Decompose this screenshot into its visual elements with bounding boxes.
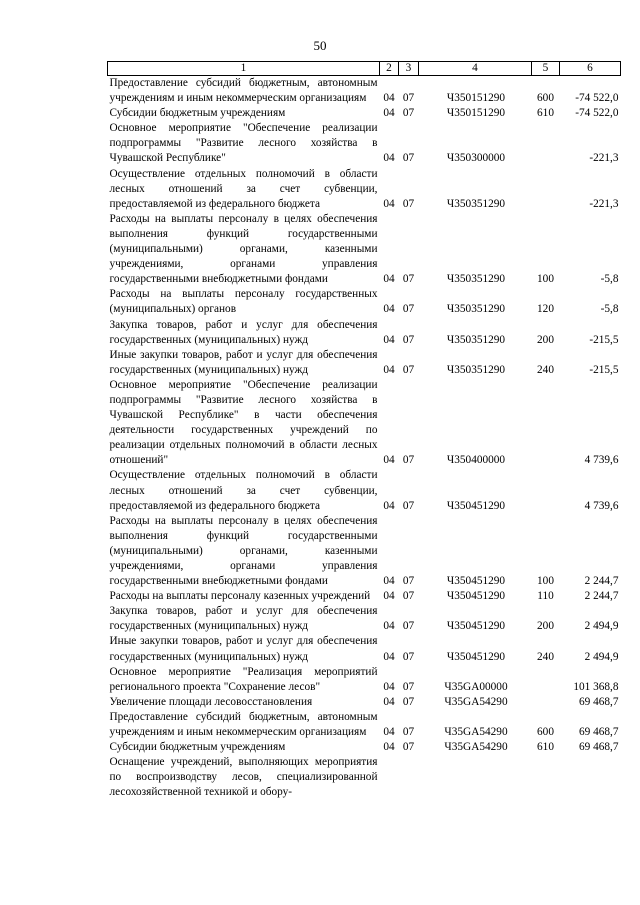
- row-section: 04: [383, 680, 395, 693]
- header-cell-1: 1: [108, 62, 380, 76]
- row-name: Осуществление отдельных полномочий в области лесных отношений за счет субвенции, предоставляемой из федерального бюджета: [109, 167, 378, 210]
- row-section: 04: [383, 499, 395, 512]
- row-target-article: Ч35GA54290: [444, 695, 508, 708]
- row-amount: 2 244,7: [584, 575, 619, 588]
- row-target-article: Ч350451290: [446, 620, 506, 633]
- row-name: Субсидии бюджетным учреждениям: [109, 107, 286, 120]
- row-target-article: Ч350451290: [446, 590, 506, 603]
- row-name: Расходы на выплаты персоналу в целях обеспечения выполнения функций государственными (муниципальными) органами, казенными учреждениями, органами управления государственными внебюджетными фондами: [109, 212, 378, 286]
- row-amount: -74 522,0: [575, 92, 619, 105]
- table-row: [108, 348, 621, 378]
- row-subsection: 07: [402, 454, 415, 467]
- row-target-article: Ч350151290: [446, 92, 506, 105]
- row-target-article: Ч350300000: [446, 152, 506, 165]
- row-subsection: 07: [402, 575, 415, 588]
- table-row: [108, 106, 621, 121]
- row-subsection: 07: [402, 273, 415, 286]
- row-target-article: Ч350451290: [446, 575, 506, 588]
- table-row: [108, 212, 621, 287]
- row-expense-type: [532, 695, 560, 710]
- row-target-article: Ч350351290: [446, 363, 506, 376]
- row-expense-type: 100: [537, 575, 554, 588]
- row-target-article: Ч350451290: [446, 650, 506, 663]
- row-expense-type: 240: [537, 363, 554, 376]
- row-target-article: Ч35GA00000: [444, 680, 508, 693]
- budget-table: [107, 61, 621, 801]
- row-target-article: Ч350151290: [446, 107, 506, 120]
- row-subsection: 07: [402, 726, 415, 739]
- table-row: [108, 634, 621, 664]
- row-target-article: Ч350451290: [446, 499, 506, 512]
- row-name: Расходы на выплаты персоналу в целях обеспечения выполнения функций государственными (муниципальными) органами, казенными учреждениями, органами управления государственными внебюджетными фондами: [109, 514, 378, 588]
- header-cell-4: 4: [419, 62, 532, 76]
- row-name: Иные закупки товаров, работ и услуг для обеспечения государственных (муниципальных) нужд: [109, 635, 378, 663]
- row-expense-type: 100: [537, 273, 554, 286]
- row-amount: -221,3: [589, 197, 619, 210]
- row-section: 04: [383, 92, 395, 105]
- row-name: Субсидии бюджетным учреждениям: [109, 741, 286, 754]
- row-expense-type: [532, 167, 560, 212]
- row-subsection: 07: [402, 303, 415, 316]
- row-section: 04: [383, 575, 395, 588]
- row-target-article: [419, 755, 532, 800]
- row-section: 04: [383, 303, 395, 316]
- row-section: 04: [383, 152, 395, 165]
- row-amount: -5,8: [600, 273, 619, 286]
- row-expense-type: 240: [537, 650, 554, 663]
- row-section: 04: [383, 333, 395, 346]
- row-section: 04: [383, 363, 395, 376]
- row-amount: -5,8: [600, 303, 619, 316]
- row-expense-type: 610: [537, 741, 554, 754]
- row-name: Иные закупки товаров, работ и услуг для обеспечения государственных (муниципальных) нужд: [109, 348, 378, 376]
- row-expense-type: 200: [537, 620, 554, 633]
- row-name: Расходы на выплаты персоналу государственных (муниципальных) органов: [109, 288, 378, 316]
- row-expense-type: 610: [537, 107, 554, 120]
- row-amount: -74 522,0: [575, 107, 619, 120]
- row-name: Оснащение учреждений, выполняющих мероприятия по воспроизводству лесов, специализированной лесохозяйственной техникой и обору-: [109, 756, 378, 799]
- row-section: 04: [383, 741, 395, 754]
- table-row: [108, 287, 621, 317]
- table-row: [108, 755, 621, 800]
- row-amount: [560, 755, 621, 800]
- row-expense-type: [532, 665, 560, 695]
- header-cell-5: 5: [532, 62, 560, 76]
- row-section: 04: [383, 273, 395, 286]
- row-section: 04: [383, 197, 395, 210]
- page-number: 50: [313, 38, 327, 53]
- row-amount: -215,5: [589, 333, 619, 346]
- row-name: Осуществление отдельных полномочий в области лесных отношений за счет субвенции, предоставляемой из федерального бюджета: [109, 469, 378, 512]
- row-target-article: Ч350351290: [446, 273, 506, 286]
- table-row: [108, 318, 621, 348]
- row-section: 04: [383, 107, 395, 120]
- row-name: Основное мероприятие "Обеспечение реализации подпрограммы "Развитие лесного хозяйства в Чувашской Республике": [109, 122, 378, 165]
- table-row: [108, 589, 621, 604]
- row-amount: -215,5: [589, 363, 619, 376]
- row-amount: 101 368,8: [573, 680, 619, 693]
- row-amount: 2 244,7: [584, 590, 619, 603]
- row-amount: 69 468,7: [578, 695, 619, 708]
- row-amount: 69 468,7: [578, 741, 619, 754]
- table-row: [108, 695, 621, 710]
- table-row: [108, 468, 621, 513]
- row-section: 04: [383, 590, 395, 603]
- row-expense-type: [532, 378, 560, 469]
- row-expense-type: 600: [537, 92, 554, 105]
- row-subsection: 07: [402, 499, 415, 512]
- row-name: Закупка товаров, работ и услуг для обеспечения государственных (муниципальных) нужд: [109, 318, 378, 346]
- row-subsection: 07: [402, 695, 415, 708]
- table-row: [108, 740, 621, 755]
- row-section: [380, 755, 399, 800]
- table-row: [108, 665, 621, 695]
- table-row: [108, 710, 621, 740]
- row-expense-type: 200: [537, 333, 554, 346]
- row-section: 04: [383, 620, 395, 633]
- row-expense-type: [532, 121, 560, 166]
- row-expense-type: [532, 468, 560, 513]
- row-target-article: Ч350351290: [446, 303, 506, 316]
- table-row: [108, 167, 621, 212]
- row-name: Предоставление субсидий бюджетным, автономным учреждениям и иным некоммерческим организациям: [109, 710, 378, 739]
- table-header: [108, 62, 621, 76]
- row-subsection: 07: [402, 152, 415, 165]
- row-expense-type: 120: [537, 303, 554, 316]
- row-subsection: 07: [402, 92, 415, 105]
- row-section: 04: [383, 454, 395, 467]
- row-name: Закупка товаров, работ и услуг для обеспечения государственных (муниципальных) нужд: [109, 605, 378, 633]
- row-target-article: Ч35GA54290: [444, 741, 508, 754]
- header-cell-3: 3: [399, 62, 419, 76]
- row-target-article: Ч35GA54290: [444, 726, 508, 739]
- row-expense-type: [532, 755, 560, 800]
- row-amount: 4 739,6: [584, 499, 619, 512]
- row-amount: 2 494,9: [584, 620, 619, 633]
- row-name: Основное мероприятие "Обеспечение реализации подпрограммы "Развитие лесного хозяйства в Чувашской Республике" в части обеспечения деятельности государственных учреждений по реализации отдельных полномочий в области лесных отношений": [109, 378, 378, 467]
- row-amount: 2 494,9: [584, 650, 619, 663]
- row-subsection: 07: [402, 363, 415, 376]
- row-target-article: Ч350400000: [446, 454, 506, 467]
- table-row: [108, 121, 621, 166]
- row-amount: -221,3: [589, 152, 619, 165]
- table-row: [108, 514, 621, 589]
- row-target-article: Ч350351290: [446, 333, 506, 346]
- row-subsection: 07: [402, 650, 415, 663]
- row-name: Предоставление субсидий бюджетным, автономным учреждениям и иным некоммерческим организациям: [109, 77, 378, 105]
- header-row: [108, 62, 621, 76]
- row-subsection: [399, 755, 419, 800]
- row-section: 04: [383, 695, 395, 708]
- row-name: Увеличение площади лесовосстановления: [109, 695, 313, 708]
- row-target-article: Ч350351290: [446, 197, 506, 210]
- row-expense-type: 110: [537, 590, 554, 603]
- row-subsection: 07: [402, 197, 415, 210]
- table-row: [108, 378, 621, 469]
- row-name: Расходы на выплаты персоналу казенных учреждений: [109, 590, 371, 603]
- row-section: 04: [383, 726, 395, 739]
- table-row: [108, 76, 621, 107]
- row-subsection: 07: [402, 741, 415, 754]
- row-subsection: 07: [402, 333, 415, 346]
- row-amount: 69 468,7: [578, 726, 619, 739]
- row-subsection: 07: [402, 590, 415, 603]
- row-amount: 4 739,6: [584, 454, 619, 467]
- row-section: 04: [383, 650, 395, 663]
- row-subsection: 07: [402, 680, 415, 693]
- row-expense-type: 600: [537, 726, 554, 739]
- header-cell-2: 2: [380, 62, 399, 76]
- row-subsection: 07: [402, 620, 415, 633]
- row-subsection: 07: [402, 107, 415, 120]
- row-name: Основное мероприятие "Реализация мероприятий регионального проекта "Сохранение лесов": [109, 665, 378, 693]
- table-row: [108, 604, 621, 634]
- table-body: [108, 76, 621, 801]
- header-cell-6: 6: [560, 62, 621, 76]
